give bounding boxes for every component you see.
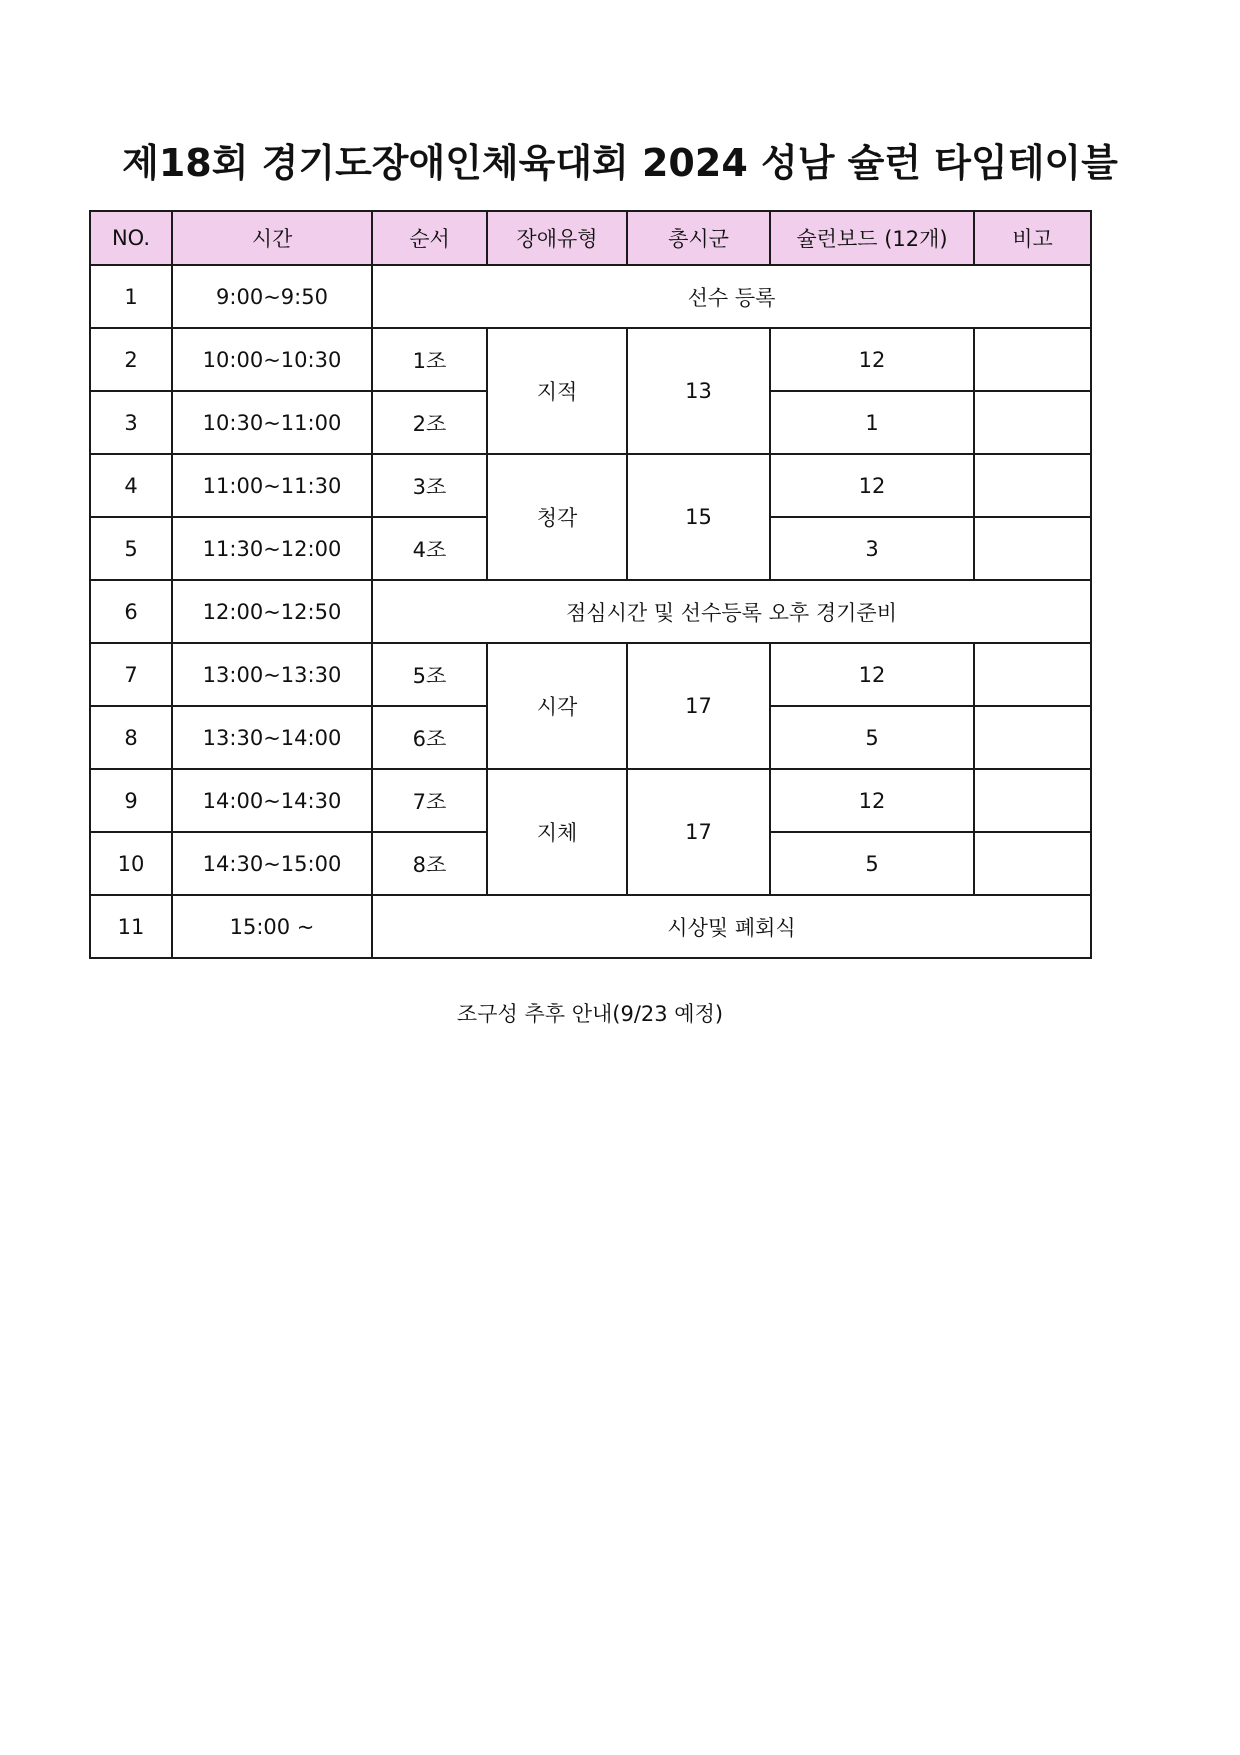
cell-time: 12:00~12:50 — [172, 580, 372, 643]
cell-no: 1 — [90, 265, 172, 328]
cell-type: 지적 — [487, 328, 627, 454]
cell-board: 12 — [770, 643, 974, 706]
table-row — [90, 580, 1091, 643]
cell-type: 지체 — [487, 769, 627, 895]
table-header-row — [90, 211, 1091, 265]
table-row — [90, 328, 1091, 391]
cell-board: 12 — [770, 769, 974, 832]
cell-note — [974, 643, 1091, 706]
header-order: 순서 — [372, 211, 487, 265]
cell-order: 4조 — [372, 517, 487, 580]
cell-time: 15:00 ~ — [172, 895, 372, 958]
cell-note — [974, 328, 1091, 391]
footnote: 조구성 추후 안내(9/23 예정) — [456, 1002, 724, 1026]
table-row — [90, 454, 1091, 517]
cell-no: 6 — [90, 580, 172, 643]
table-row — [90, 769, 1091, 832]
cell-time: 14:30~15:00 — [172, 832, 372, 895]
table-row — [90, 895, 1091, 958]
cell-type: 시각 — [487, 643, 627, 769]
header-remarks: 비고 — [974, 211, 1091, 265]
cell-total: 17 — [627, 769, 770, 895]
table-row — [90, 265, 1091, 328]
cell-no: 10 — [90, 832, 172, 895]
cell-board: 12 — [770, 454, 974, 517]
cell-total: 13 — [627, 328, 770, 454]
cell-time: 13:30~14:00 — [172, 706, 372, 769]
cell-time: 14:00~14:30 — [172, 769, 372, 832]
cell-time: 10:30~11:00 — [172, 391, 372, 454]
cell-order: 6조 — [372, 706, 487, 769]
cell-order: 7조 — [372, 769, 487, 832]
page-title: 제18회 경기도장애인체육대회 2024 성남 슐런 타임테이블 — [122, 141, 1118, 185]
cell-time: 9:00~9:50 — [172, 265, 372, 328]
cell-no: 5 — [90, 517, 172, 580]
cell-no: 7 — [90, 643, 172, 706]
cell-no: 4 — [90, 454, 172, 517]
cell-time: 11:00~11:30 — [172, 454, 372, 517]
cell-no: 2 — [90, 328, 172, 391]
header-no: NO. — [90, 211, 172, 265]
header-board: 슐런보드 (12개) — [770, 211, 974, 265]
cell-note — [974, 706, 1091, 769]
cell-no: 8 — [90, 706, 172, 769]
header-disability-type: 장애유형 — [487, 211, 627, 265]
cell-board: 12 — [770, 328, 974, 391]
cell-total: 15 — [627, 454, 770, 580]
cell-time: 10:00~10:30 — [172, 328, 372, 391]
cell-order: 3조 — [372, 454, 487, 517]
table-row — [90, 643, 1091, 706]
cell-note — [974, 832, 1091, 895]
cell-merged: 점심시간 및 선수등록 오후 경기준비 — [372, 580, 1091, 643]
cell-board: 5 — [770, 706, 974, 769]
cell-no: 11 — [90, 895, 172, 958]
cell-total: 17 — [627, 643, 770, 769]
cell-order: 5조 — [372, 643, 487, 706]
timetable — [89, 210, 1092, 959]
cell-no: 3 — [90, 391, 172, 454]
cell-note — [974, 517, 1091, 580]
cell-merged: 시상및 폐회식 — [372, 895, 1091, 958]
cell-order: 8조 — [372, 832, 487, 895]
cell-note — [974, 454, 1091, 517]
cell-note — [974, 769, 1091, 832]
cell-time: 13:00~13:30 — [172, 643, 372, 706]
cell-merged: 선수 등록 — [372, 265, 1091, 328]
header-time: 시간 — [172, 211, 372, 265]
cell-order: 2조 — [372, 391, 487, 454]
cell-type: 청각 — [487, 454, 627, 580]
cell-no: 9 — [90, 769, 172, 832]
header-total-cities: 총시군 — [627, 211, 770, 265]
cell-board: 3 — [770, 517, 974, 580]
cell-board: 5 — [770, 832, 974, 895]
cell-board: 1 — [770, 391, 974, 454]
cell-time: 11:30~12:00 — [172, 517, 372, 580]
cell-order: 1조 — [372, 328, 487, 391]
cell-note — [974, 391, 1091, 454]
